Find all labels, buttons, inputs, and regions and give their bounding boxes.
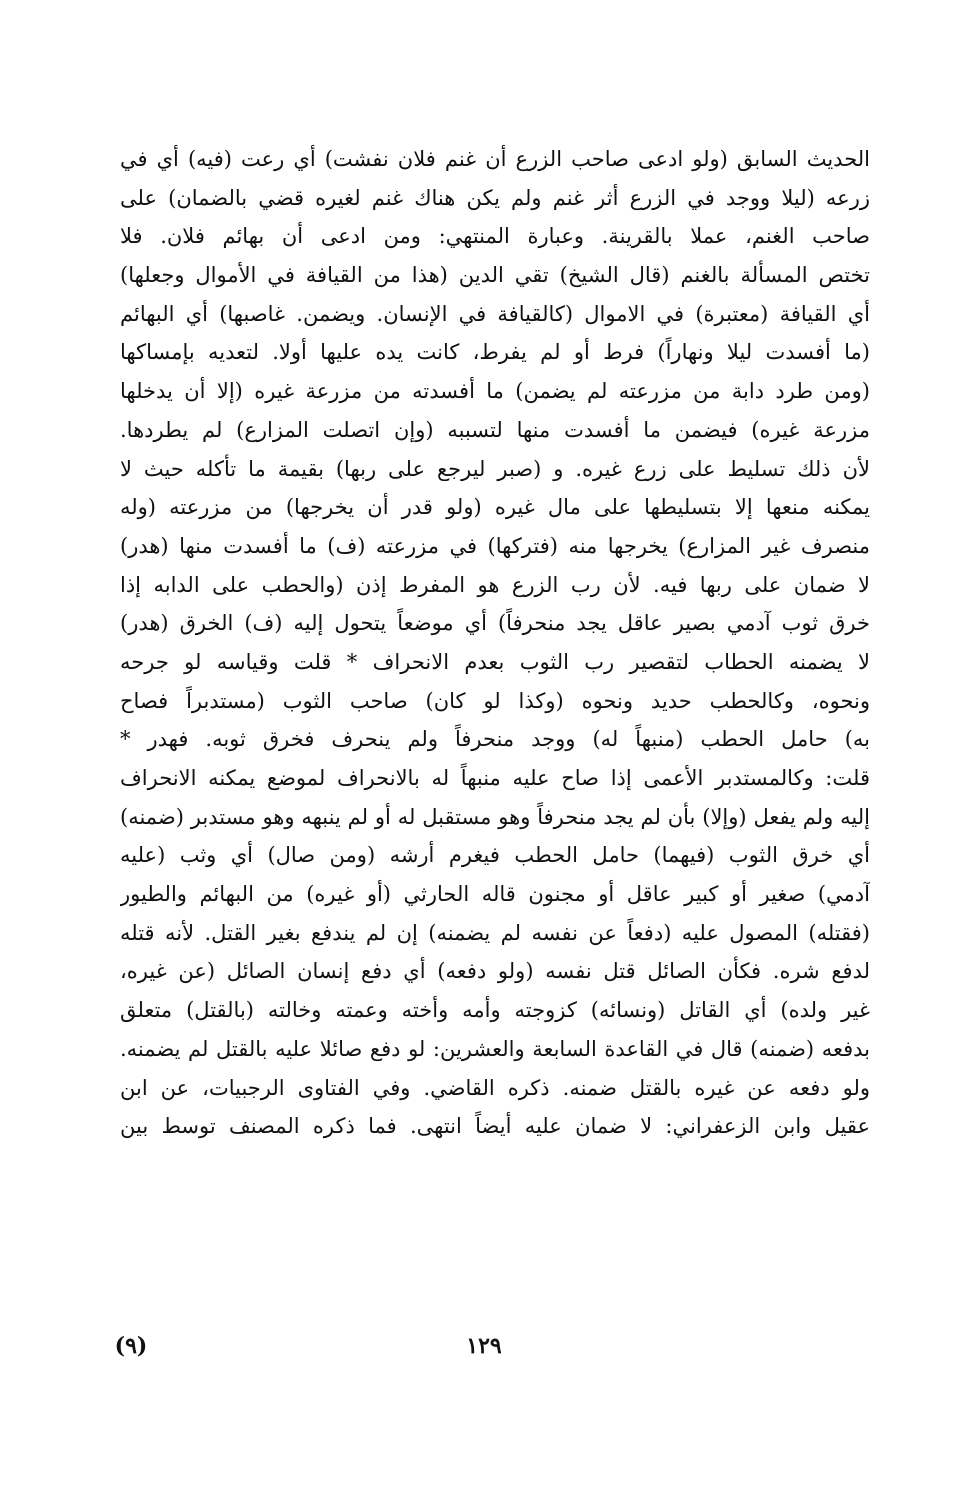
text-line: أي القيافة (معتبرة) في الاموال (كالقيافة في الإنسان. ويضمن. غاصبها) أي البهائم (120, 301, 870, 326)
text-line: يمكنه منعها إلا بتسليطها على مال غيره (ولو قدر أن يخرجها) من مزرعته (وله (120, 495, 870, 520)
text-line: (فقتله) المصول عليه (دفعاً عن نفسه لم يضمنه) إن لم يندفع بغير القتل. لأنه قتله (120, 920, 870, 945)
text-line: لأن ذلك تسليط على زرع غيره. و (صبر ليرجع على ربها) بقيمة ما تأكله حيث لا (120, 456, 870, 481)
text-line: (ومن طرد دابة من مزرعته لم يضمن) ما أفسدته من مزرعة غيره (إلا أن يدخلها (120, 379, 870, 404)
text-line: أي خرق الثوب (فيهما) حامل الحطب فيغرم أرشه (ومن صال) أي وثب (عليه (120, 843, 870, 868)
text-line: صاحب الغنم، عملا بالقرينة. وعبارة المنتهي: ومن ادعى أن بهائم فلان. فلا (120, 224, 870, 249)
text-line: آدمي) صغير أو كبير عاقل أو مجنون قاله الحارثي (أو غيره) من البهائم والطيور (120, 882, 870, 907)
text-line: لا يضمنه الحطاب لتقصير رب الثوب بعدم الانحراف * قلت وقياسه لو جرحه (120, 649, 870, 674)
text-line: زرعه (ليلا ووجد في الزرع أثر غنم ولم يكن هناك غنم لغيره قضي بالضمان) على (120, 185, 870, 210)
page-number: ١٢٩ (466, 1333, 502, 1359)
text-line: قلت: وكالمستدبر الأعمى إذا صاح عليه منبهاً له بالانحراف لموضع يمكنه الانحراف (120, 766, 870, 790)
text-line: لدفع شره. فكأن الصائل قتل نفسه (ولو دفعه) أي دفع إنسان الصائل (عن غيره، (120, 959, 870, 984)
text-line: منصرف غير المزارع) يخرجها منه (فتركها) في مزرعته (ف) ما أفسدت منها (هدر) (120, 533, 870, 558)
text-line: (ما أفسدت ليلا ونهاراً) فرط أو لم يفرط، كانت يده عليها أولا. لتعديه بإمساكها (120, 340, 870, 365)
text-line: إليه ولم يفعل (وإلا) بأن لم يجد منحرفاً وهو مستقبل له أو لم ينبهه وهو مستدبر (ضمنه) (120, 804, 870, 829)
text-line: ولو دفعه عن غيره بالقتل ضمنه. ذكره القاضي. وفي الفتاوى الرجبيات، عن ابن (120, 1075, 870, 1100)
text-line: خرق ثوب آدمي بصير عاقل يجد منحرفاً) أي موضعاً يتحول إليه (ف) الخرق (هدر) (120, 611, 870, 636)
text-line: ونحوه، وكالحطب حديد ونحوه (وكذا لو كان) صاحب الثوب (مستدبراً فصاح (120, 688, 870, 713)
signature-mark: (٩) (114, 1333, 148, 1359)
page-footer (0, 1326, 968, 1366)
text-line: الحديث السابق (ولو ادعى صاحب الزرع أن غنم فلان نفشت) أي رعت (فيه) أي في (120, 147, 870, 171)
text-line: به) حامل الحطب (منبهاً له) ووجد منحرفاً ولم ينحرف فخرق ثوبه. فهدر * (120, 727, 870, 752)
text-line: مزرعة غيره) فيضمن ما أفسدت منها لتسببه (وإن اتصلت المزارع) لم يطردها. (120, 417, 870, 442)
text-line: لا ضمان على ربها فيه. لأن رب الزرع هو المفرط إذن (والحطب على الدابه إذا (120, 572, 870, 597)
text-line: بدفعه (ضمنه) قال في القاعدة السابعة والعشرين: لو دفع صائلا عليه بالقتل لم يضمنه. (120, 1036, 870, 1061)
body-text (120, 140, 870, 1146)
text-line: تختص المسألة بالغنم (قال الشيخ) تقي الدين (هذا من القيافة في الأموال وجعلها) (120, 263, 870, 288)
text-line: غير ولده) أي القاتل (ونسائه) كزوجته وأمه وأخته وعمته وخالته (بالقتل) متعلق (120, 998, 870, 1023)
text-line: عقيل وابن الزعفراني: لا ضمان عليه أيضاً انتهى. فما ذكره المصنف توسط بين (120, 1114, 870, 1139)
